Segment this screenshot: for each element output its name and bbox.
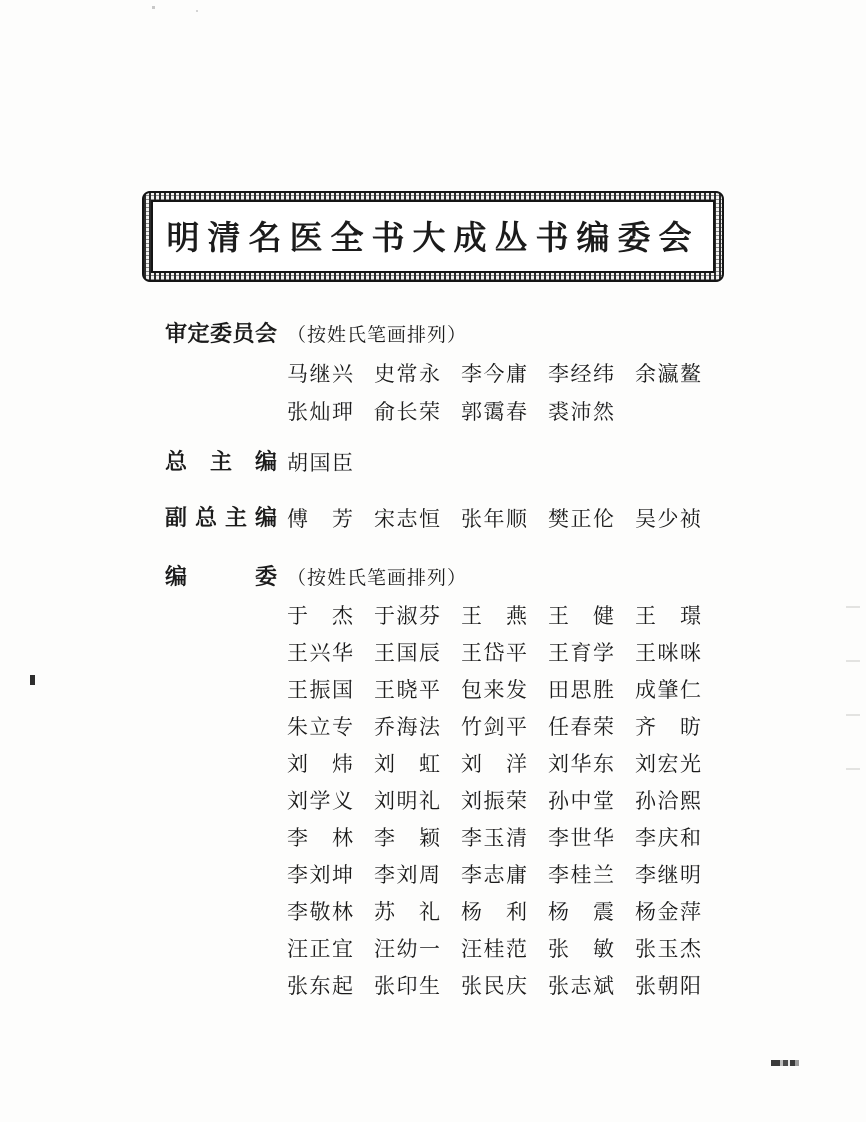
member-name: 乔海法 (374, 715, 440, 739)
section-label-review-committee: 审定委员会 (165, 322, 277, 347)
member-name: 傅芳 (287, 507, 353, 531)
names-row (287, 677, 722, 703)
member-name: 刘学义 (287, 789, 353, 813)
names-row (287, 361, 722, 387)
member-name: 李林 (287, 826, 353, 850)
member-name: 田思胜 (548, 678, 614, 702)
scan-artifact (30, 675, 35, 685)
member-name: 俞长荣 (374, 400, 440, 424)
member-name: 宋志恒 (374, 507, 440, 531)
member-name: 李经纬 (548, 362, 614, 386)
title-inner-box (151, 200, 715, 273)
stroke-order-note: （按姓氏笔画排列） (287, 567, 468, 589)
member-name: 张敏 (548, 937, 614, 961)
names-row (287, 714, 722, 740)
member-name: 张灿玾 (287, 400, 353, 424)
member-name: 刘炜 (287, 752, 353, 776)
editorial-board-section (165, 565, 722, 999)
chief-editor-section (165, 450, 374, 476)
scan-artifact (846, 660, 860, 662)
member-name: 李志庸 (461, 863, 527, 887)
member-name: 马继兴 (287, 362, 353, 386)
member-name: 张玉杰 (635, 937, 701, 961)
member-name: 张东起 (287, 974, 353, 998)
member-name: 李庆和 (635, 826, 701, 850)
member-name: 吴少祯 (635, 507, 701, 531)
section-head (165, 450, 374, 476)
member-name: 成肇仁 (635, 678, 701, 702)
scan-artifact (846, 768, 860, 770)
member-name: 李世华 (548, 826, 614, 850)
names-row (287, 973, 722, 999)
member-name: 杨利 (461, 900, 527, 924)
names-row (287, 936, 722, 962)
member-name: 张志斌 (548, 974, 614, 998)
member-name: 裘沛然 (548, 400, 614, 424)
names-row (287, 788, 722, 814)
member-name: 王璟 (635, 604, 701, 628)
scan-artifact (152, 6, 155, 9)
member-name: 樊正伦 (548, 507, 614, 531)
member-name: 史常永 (374, 362, 440, 386)
deputy-chief-editor-section (165, 506, 722, 532)
member-name: 李颖 (374, 826, 440, 850)
member-name: 杨金萍 (635, 900, 701, 924)
member-name: 李桂兰 (548, 863, 614, 887)
member-name: 胡国臣 (287, 451, 353, 475)
names-row (287, 450, 374, 476)
names-row (287, 506, 722, 532)
review-committee-section (165, 322, 722, 425)
member-name: 李今庸 (461, 362, 527, 386)
section-label-editorial-board: 编委 (165, 565, 277, 590)
section-label-deputy-chief-editor: 副总主编 (165, 506, 277, 531)
member-name: 王振国 (287, 678, 353, 702)
section-label-chief-editor: 总主编 (165, 450, 277, 475)
stroke-order-note: （按姓氏笔画排列） (287, 324, 468, 346)
member-name: 王健 (548, 604, 614, 628)
page-title: 明清名医全书大成丛书编委会 (166, 218, 700, 257)
member-name: 李继明 (635, 863, 701, 887)
member-name: 任春荣 (548, 715, 614, 739)
member-name: 郭霭春 (461, 400, 527, 424)
member-name: 王岱平 (461, 641, 527, 665)
member-name: 刘华东 (548, 752, 614, 776)
member-name: 王咪咪 (635, 641, 701, 665)
names-row (287, 603, 722, 629)
member-name: 王燕 (461, 604, 527, 628)
member-name: 李刘周 (374, 863, 440, 887)
member-name: 刘洋 (461, 752, 527, 776)
member-name: 王兴华 (287, 641, 353, 665)
member-name: 汪幼一 (374, 937, 440, 961)
title-ornamental-frame (142, 191, 724, 282)
member-name: 李敬林 (287, 900, 353, 924)
section-head (165, 322, 722, 349)
names-row (287, 862, 722, 888)
member-name: 张朝阳 (635, 974, 701, 998)
member-name: 王晓平 (374, 678, 440, 702)
scan-artifact (846, 606, 860, 608)
member-name: 孙洽熙 (635, 789, 701, 813)
names-row (287, 825, 722, 851)
names-row (287, 751, 722, 777)
scan-artifact (196, 10, 198, 12)
member-name: 王育学 (548, 641, 614, 665)
member-name: 于淑芬 (374, 604, 440, 628)
member-name: 李刘坤 (287, 863, 353, 887)
member-name: 汪正宜 (287, 937, 353, 961)
member-name: 齐昉 (635, 715, 701, 739)
member-name: 王国辰 (374, 641, 440, 665)
member-name: 张民庆 (461, 974, 527, 998)
member-name: 汪桂范 (461, 937, 527, 961)
member-name: 朱立专 (287, 715, 353, 739)
member-name: 孙中堂 (548, 789, 614, 813)
scan-artifact (771, 1060, 799, 1066)
member-name: 张年顺 (461, 507, 527, 531)
names-row (287, 899, 722, 925)
member-name: 竹剑平 (461, 715, 527, 739)
scan-artifact (846, 714, 860, 716)
member-name: 刘虹 (374, 752, 440, 776)
member-name: 刘振荣 (461, 789, 527, 813)
member-name: 苏礼 (374, 900, 440, 924)
member-name: 刘宏光 (635, 752, 701, 776)
section-head (165, 565, 722, 592)
names-row (287, 399, 722, 425)
member-name: 李玉清 (461, 826, 527, 850)
member-name: 张印生 (374, 974, 440, 998)
member-name: 余瀛鳌 (635, 362, 701, 386)
member-name: 包来发 (461, 678, 527, 702)
member-name: 于杰 (287, 604, 353, 628)
member-name: 杨震 (548, 900, 614, 924)
section-head (165, 506, 722, 532)
names-row (287, 640, 722, 666)
member-name: 刘明礼 (374, 789, 440, 813)
